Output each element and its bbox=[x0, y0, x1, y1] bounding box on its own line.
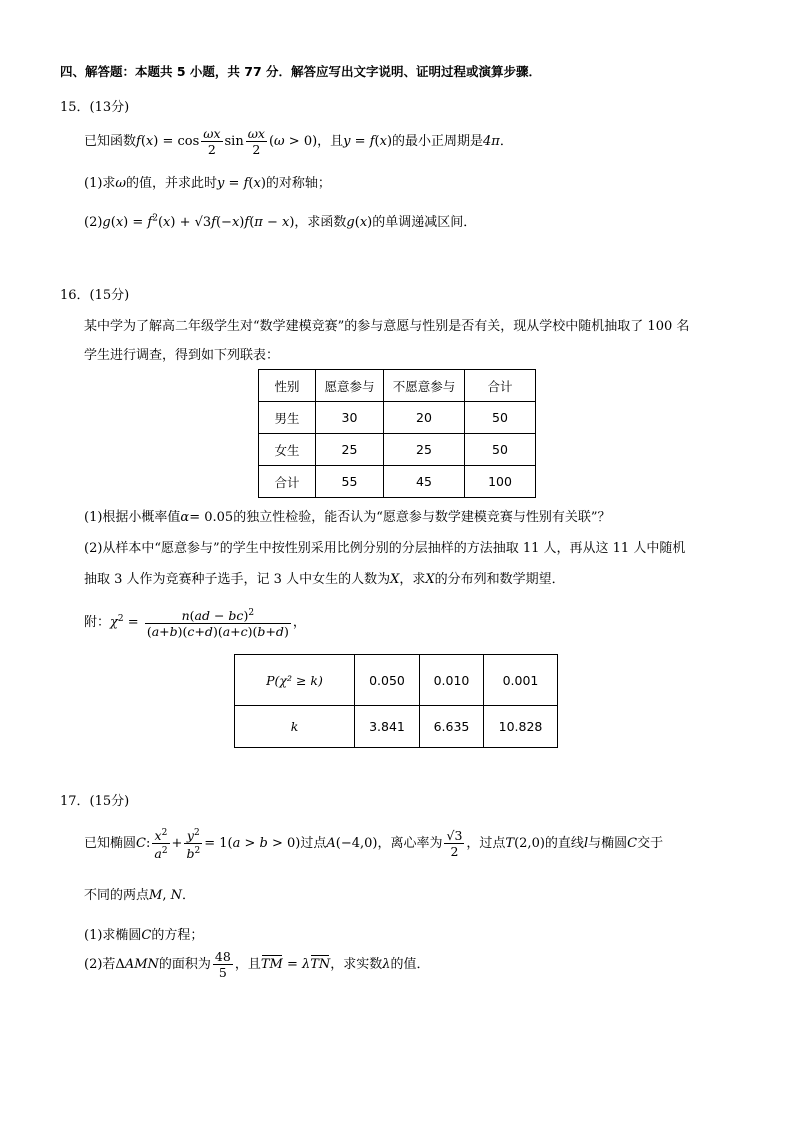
table-cell: 55 bbox=[316, 466, 384, 498]
chi-square-table bbox=[234, 654, 558, 748]
table-header-cell: 合计 bbox=[465, 370, 536, 402]
table-header-cell: k bbox=[235, 706, 355, 748]
q16-line1: 某中学为了解高二年级学生对“数学建模竞赛”的参与意愿与性别是否有关，现从学校中随机抽取了 100 名 bbox=[84, 319, 690, 334]
table-cell: 女生 bbox=[259, 434, 316, 466]
section-heading: 四、解答题：本题共 5 小题，共 77 分．解答应写出文字说明、证明过程或演算步骤． bbox=[60, 64, 542, 79]
table-header-cell: P(χ² ≥ k) bbox=[235, 655, 355, 706]
table-cell: 30 bbox=[316, 402, 384, 434]
table-cell: 10.828 bbox=[484, 706, 558, 748]
table-row bbox=[259, 466, 536, 498]
q15-number: 15．(13分) bbox=[60, 100, 130, 115]
table-cell: 3.841 bbox=[355, 706, 420, 748]
q15-part1: (1)求ω的值，并求此时y = f(x)的对称轴； bbox=[84, 176, 331, 191]
table-cell: 0.010 bbox=[420, 655, 484, 706]
q17-number: 17．(15分) bbox=[60, 794, 130, 809]
table-cell: 45 bbox=[384, 466, 465, 498]
contingency-table bbox=[258, 369, 536, 498]
table-cell: 50 bbox=[465, 434, 536, 466]
table-cell: 0.001 bbox=[484, 655, 558, 706]
table-row bbox=[259, 434, 536, 466]
table-header-cell: 性别 bbox=[259, 370, 316, 402]
table-cell: 合计 bbox=[259, 466, 316, 498]
q16-part1: (1)根据小概率值α= 0.05的独立性检验，能否认为“愿意参与数学建模竞赛与性别有关联”？ bbox=[84, 510, 611, 525]
table-row bbox=[259, 402, 536, 434]
q16-part2-line2: 抽取 3 人作为竞赛种子选手，记 3 人中女生的人数为X，求X的分布列和数学期望． bbox=[84, 572, 565, 587]
table-header-cell: 愿意参与 bbox=[316, 370, 384, 402]
q17-line1: 已知椭圆C: $\frac{x^2}{a^2}$ + $\frac{y^2}{b^2}$ = 1(a > b > 0)过点A(−4,0)，离心率为 $\frac{√3}{2}$ ，过点T(2,0)的直线l与椭圆C交于 bbox=[84, 828, 664, 862]
table-row bbox=[235, 706, 558, 748]
q16-line2: 学生进行调查，得到如下列联表： bbox=[84, 348, 280, 363]
q16-part2-line1: (2)从样本中“愿意参与”的学生中按性别采用比例分别的分层抽样的方法抽取 11 人，再从这 11 人中随机 bbox=[84, 541, 686, 556]
q17-part1: (1)求椭圆C的方程； bbox=[84, 928, 204, 943]
table-cell: 20 bbox=[384, 402, 465, 434]
table-row bbox=[235, 655, 558, 706]
table-cell: 0.050 bbox=[355, 655, 420, 706]
q16-appendix: 附：$\chi^2$ = $\frac{n(ad - bc)^2}{(a+b)(c+d)(a+c)(b+d)}$ ， bbox=[84, 608, 306, 640]
table-cell: 50 bbox=[465, 402, 536, 434]
q17-part2: (2)若ΔAMN的面积为 $\frac{48}{5}$ ，且TM = λTN，求实数λ的值． bbox=[84, 949, 430, 980]
table-cell: 男生 bbox=[259, 402, 316, 434]
table-cell: 25 bbox=[384, 434, 465, 466]
table-cell: 6.635 bbox=[420, 706, 484, 748]
q16-number: 16．(15分) bbox=[60, 288, 130, 303]
q17-line2: 不同的两点M, N． bbox=[84, 888, 195, 903]
table-row bbox=[259, 370, 536, 402]
table-cell: 25 bbox=[316, 434, 384, 466]
q15-part2: $(2)g(x) = f^2(x) + √3f(-x)f(\pi - x)$，求函数g(x)的单调递减区间． bbox=[84, 213, 477, 230]
table-cell: 100 bbox=[465, 466, 536, 498]
table-header-cell: 不愿意参与 bbox=[384, 370, 465, 402]
q15-stem: 已知函数f(x) = cos $\frac{\omega x}{2}$ sin $\frac{\omega x}{2}$ (ω > 0)，且y = f(x)的最小正周期是4π． bbox=[84, 126, 513, 157]
